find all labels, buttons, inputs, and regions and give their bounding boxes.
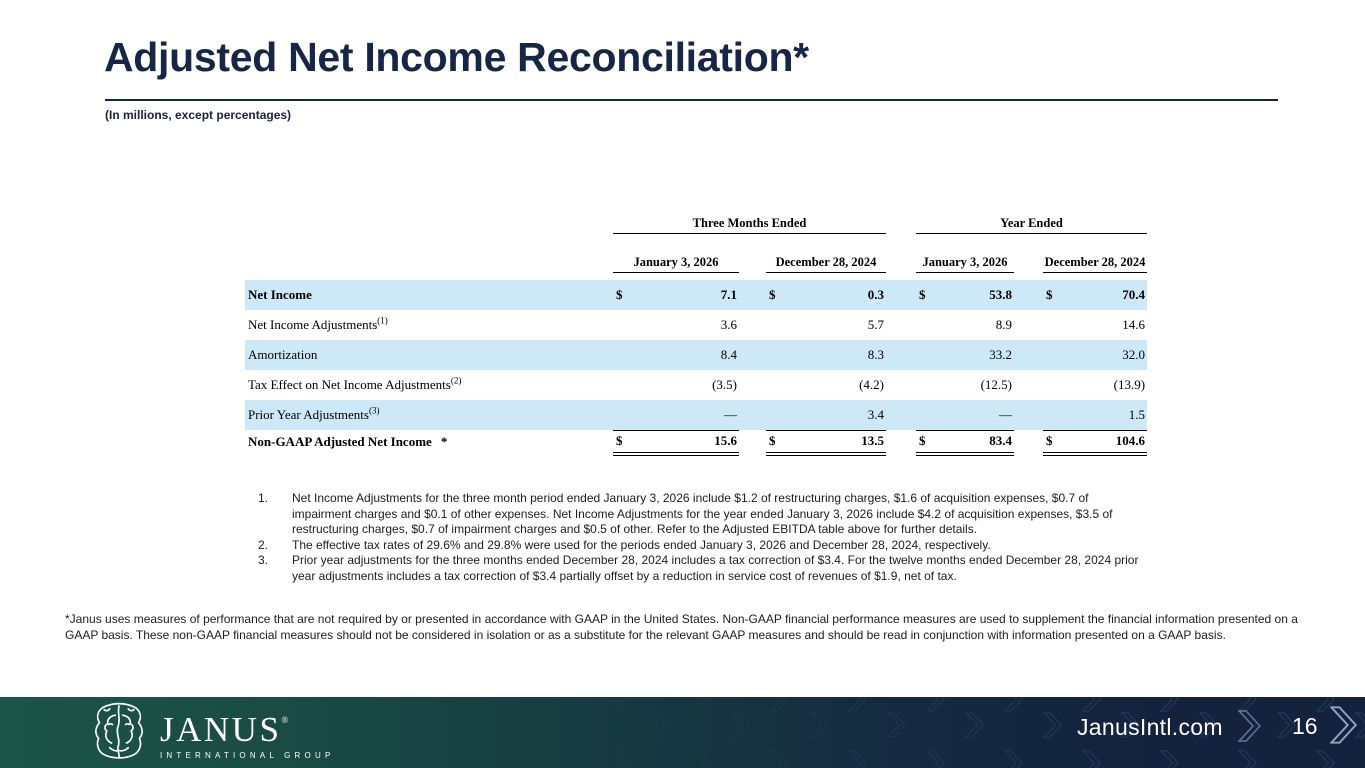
- row-label: Prior Year Adjustments$^{(3)}$: [245, 400, 613, 430]
- chevron-icon: [1160, 697, 1179, 713]
- cell-value: $ 70.4: [1043, 280, 1147, 310]
- chevron-icon: [536, 697, 555, 713]
- cell-value: 3.4: [766, 400, 886, 430]
- column-gap: [1014, 340, 1043, 370]
- chevron-icon: [1082, 697, 1101, 713]
- chevron-icon: [926, 697, 945, 713]
- cell-value: $ 0.3: [766, 280, 886, 310]
- chevron-icon: [614, 697, 633, 713]
- table-row: [245, 280, 1147, 310]
- cell-value: 32.0: [1043, 340, 1147, 370]
- column-gap: [1014, 400, 1043, 430]
- cell-value: $ 53.8: [916, 280, 1014, 310]
- chevron-icon: [887, 711, 906, 739]
- table-group-header-row: [245, 213, 1147, 233]
- column-gap: [1014, 430, 1043, 454]
- footnote-reference: (1): [377, 315, 388, 326]
- units-note: (In millions, except percentages): [105, 108, 292, 122]
- cell-value: 5.7: [867, 317, 885, 332]
- footer-bar: [0, 697, 1365, 768]
- footnote-number: 1.: [258, 491, 269, 505]
- chevron-icon: [1160, 749, 1179, 768]
- logo-wordmark: JANUS®: [160, 710, 289, 749]
- table-row: [245, 340, 1147, 370]
- column-gap: [886, 370, 916, 400]
- footnotes-list: [258, 491, 1144, 585]
- chevron-icon: [731, 711, 750, 739]
- dollar-sign: $: [616, 433, 623, 449]
- row-label: Net Income Adjustments$^{(1)}$: [248, 315, 388, 332]
- row-label: Amortization: [245, 340, 613, 370]
- dollar-sign: $: [769, 287, 776, 302]
- cell-value: (3.5): [712, 377, 737, 392]
- group-header-year-ended: Year Ended: [916, 213, 1147, 233]
- registered-mark: ®: [281, 715, 289, 725]
- column-gap: [739, 340, 766, 370]
- chevron-icon: [575, 711, 594, 739]
- group-header-three-months: Three Months Ended: [613, 213, 886, 233]
- janus-head-icon: [93, 702, 145, 760]
- reconciliation-table: [245, 213, 1147, 456]
- column-gap: [1014, 370, 1043, 400]
- footnote-item: [258, 491, 1144, 538]
- table-row: [245, 310, 1147, 340]
- chevron-icon: [770, 697, 789, 713]
- column-header: January 3, 2026: [613, 251, 739, 272]
- row-label: Net Income: [245, 280, 613, 310]
- column-gap: [1014, 280, 1043, 310]
- disclaimer-text: *Janus uses measures of performance that are not required by or presented in accordance with GAAP in the United States. Non-GAAP financial performance measures are used to supplement the financial information presented on a GAAP basis. These non-GAAP financial measures should not be considered in isolation or as a substitute for the relevant GAAP measures and should be read in conjunction with information presented on a GAAP basis.: [65, 612, 1298, 642]
- chevron-icon: [1316, 749, 1335, 768]
- cell-value: —: [613, 400, 739, 430]
- row-label: Tax Effect on Net Income Adjustments$^{(2)}$: [248, 375, 462, 392]
- column-header: December 28, 2024: [766, 251, 886, 272]
- chevron-icon: [536, 749, 555, 768]
- footnote-reference: (2): [450, 375, 462, 386]
- chevron-icon: [653, 711, 672, 739]
- chevron-icon: [809, 711, 828, 739]
- website-link: JanusIntl.com: [1077, 714, 1223, 740]
- cell-value: $ 7.1: [613, 280, 739, 310]
- cell-value: 8.3: [766, 340, 886, 370]
- cell-value: 8.4: [613, 340, 739, 370]
- dollar-sign: $: [919, 433, 926, 449]
- footnote-reference: (3): [368, 405, 380, 416]
- column-header: December 28, 2024: [1043, 251, 1147, 272]
- cell-value: 14.6: [1122, 317, 1146, 332]
- dollar-sign: $: [616, 287, 623, 302]
- dollar-sign: $: [919, 287, 926, 302]
- column-gap: [886, 340, 916, 370]
- cell-value: $ 13.5: [766, 430, 886, 454]
- chevron-icon: [614, 749, 633, 768]
- table-column-header-row: [245, 251, 1147, 272]
- cell-value: $ 83.4: [916, 430, 1014, 454]
- footnote-item: [258, 553, 1144, 584]
- logo-subtext: INTERNATIONAL GROUP: [160, 751, 335, 760]
- cell-value: (4.2): [859, 377, 885, 392]
- cell-value: $ 15.6: [613, 430, 739, 454]
- table-row: [245, 400, 1147, 430]
- page-title: Adjusted Net Income Reconciliation*: [104, 34, 809, 80]
- column-gap: [739, 280, 766, 310]
- cell-value: 3.6: [720, 317, 737, 332]
- column-gap: [886, 430, 916, 454]
- chevron-icon: [1238, 749, 1257, 768]
- cell-value: —: [916, 400, 1014, 430]
- cell-value: 8.9: [995, 317, 1013, 332]
- chevron-icon: [1238, 709, 1261, 743]
- footnote-number: 2.: [258, 537, 269, 552]
- row-label: Non-GAAP Adjusted Net Income *: [248, 434, 448, 449]
- janus-logo: [93, 702, 334, 760]
- dollar-sign: $: [1046, 433, 1053, 449]
- chevron-icon: [692, 749, 711, 768]
- chevron-icon: [1004, 749, 1023, 768]
- chevron-icon: [848, 697, 867, 713]
- dollar-sign: $: [1046, 287, 1053, 302]
- footnote-text: Prior year adjustments for the three months ended December 28, 2024 includes a tax correction of $3.4. For the twelve months ended December 28, 2024 prior year adjustments includes a tax correction of $3.4 partially offset by a reduction in service cost of revenues of $1.9, net of tax.: [292, 553, 1139, 583]
- column-gap: [739, 370, 766, 400]
- table-row: [245, 430, 1147, 454]
- chevron-icon: [1082, 749, 1101, 768]
- chevron-icon: [1330, 705, 1357, 745]
- page-number: 16: [1292, 713, 1318, 739]
- column-header: January 3, 2026: [916, 251, 1014, 272]
- cell-value: (12.5): [980, 377, 1013, 392]
- footnote-text: Net Income Adjustments for the three month period ended January 3, 2026 include $1.2 of restructuring charges, $1.6 of acquisition expenses, $0.7 of impairment charges and $0.1 of other expenses. Net Income Adjustments for the year ended January 3, 2026 include $4.2 of acquisition expenses, $3.5 of restructuring charges, $0.7 of impairment charges and $0.5 of other. Refer to the Adjusted EBITDA table above for further details.: [292, 491, 1113, 537]
- chevron-icon: [1043, 711, 1062, 739]
- column-gap: [886, 310, 916, 340]
- chevron-icon: [965, 711, 984, 739]
- table-row: [245, 370, 1147, 400]
- chevron-icon: [926, 749, 945, 768]
- chevron-icon: [848, 749, 867, 768]
- column-gap: [739, 400, 766, 430]
- chevron-icon: [1316, 697, 1335, 713]
- cell-value: $ 104.6: [1043, 430, 1147, 454]
- cell-value: 1.5: [1043, 400, 1147, 430]
- column-gap: [739, 310, 766, 340]
- column-gap: [886, 400, 916, 430]
- cell-value: 33.2: [916, 340, 1014, 370]
- title-divider: [105, 99, 1278, 101]
- column-gap: [1014, 310, 1043, 340]
- footnote-number: 3.: [258, 553, 269, 568]
- cell-value: (13.9): [1113, 377, 1146, 392]
- column-gap: [739, 430, 766, 454]
- chevron-icon: [770, 749, 789, 768]
- chevron-icon: [1355, 711, 1365, 739]
- chevron-icon: [1238, 697, 1257, 713]
- asterisk-mark: *: [440, 434, 448, 449]
- footnote-text: The effective tax rates of 29.6% and 29.8% were used for the periods ended January 3, 2026 and December 28, 2024, respectively.: [292, 537, 991, 552]
- chevron-icon: [1004, 697, 1023, 713]
- column-gap: [886, 280, 916, 310]
- footnote-item: [258, 538, 1144, 554]
- chevron-icon: [692, 697, 711, 713]
- dollar-sign: $: [769, 433, 776, 449]
